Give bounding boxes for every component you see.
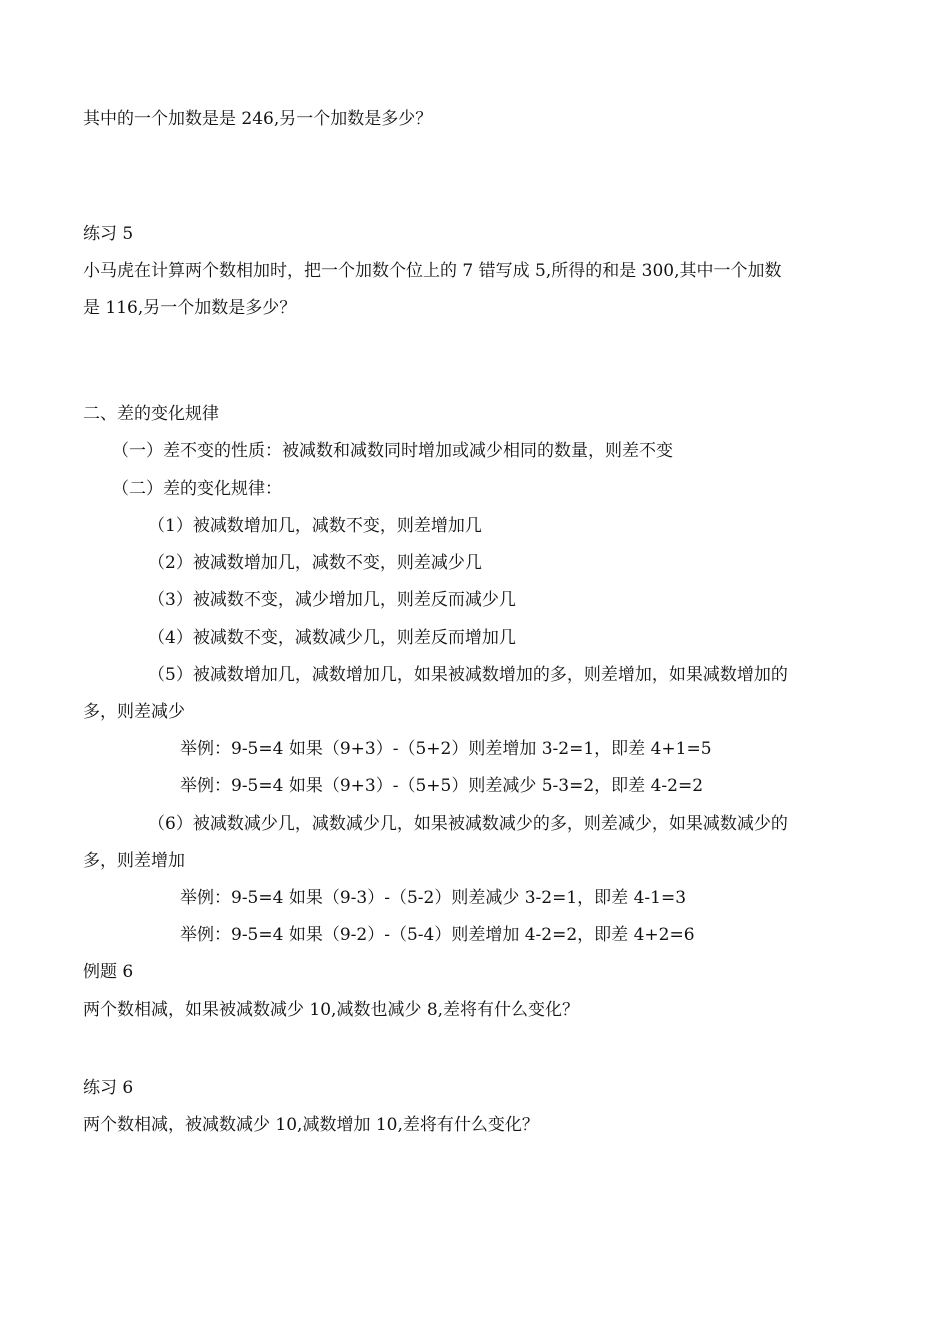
practice-5-title: 练习 5 — [83, 224, 134, 244]
rule-5-line-1: （5）被减数增加几，减数增加几，如果被减数增加的多，则差增加，如果减数增加的 — [148, 665, 788, 685]
rule-6-line-1: （6）被减数减少几，减数减少几，如果被减数减少的多，则差减少，如果减数减少的 — [148, 814, 788, 834]
example-6-text: 两个数相减，如果被减数减少 10,减数也减少 8,差将有什么变化？ — [83, 1000, 580, 1020]
previous-question-tail: 其中的一个加数是是 246,另一个加数是多少？ — [83, 109, 433, 129]
rule-3: （3）被减数不变，减少增加几，则差反而减少几 — [148, 590, 516, 610]
subsection-1: （一）差不变的性质：被减数和减数同时增加或减少相同的数量，则差不变 — [112, 441, 673, 461]
rule-5-example-2: 举例：9-5=4 如果（9+3）-（5+5）则差减少 5-3=2，即差 4-2=2 — [180, 776, 704, 796]
rule-5-line-2: 多，则差减少 — [83, 702, 185, 722]
rule-6-example-2: 举例：9-5=4 如果（9-2）-（5-4）则差增加 4-2=2，即差 4+2=6 — [180, 925, 695, 945]
practice-5-text-line-2: 是 116,另一个加数是多少？ — [83, 298, 297, 318]
practice-6-text: 两个数相减，被减数减少 10,减数增加 10,差将有什么变化？ — [83, 1115, 539, 1135]
rule-4: （4）被减数不变，减数减少几，则差反而增加几 — [148, 628, 516, 648]
practice-6-title: 练习 6 — [83, 1078, 134, 1098]
section-2-title: 二、差的变化规律 — [83, 404, 219, 424]
subsection-2: （二）差的变化规律： — [112, 479, 282, 499]
rule-1: （1）被减数增加几，减数不变，则差增加几 — [148, 516, 482, 536]
example-6-title: 例题 6 — [83, 962, 134, 982]
rule-6-line-2: 多，则差增加 — [83, 851, 185, 871]
practice-5-text-line-1: 小马虎在计算两个数相加时，把一个加数个位上的 7 错写成 5,所得的和是 300,其中一个加数 — [83, 261, 782, 281]
rule-6-example-1: 举例：9-5=4 如果（9-3）-（5-2）则差减少 3-2=1，即差 4-1=3 — [180, 888, 687, 908]
rule-5-example-1: 举例：9-5=4 如果（9+3）-（5+2）则差增加 3-2=1，即差 4+1=5 — [180, 739, 712, 759]
rule-2: （2）被减数增加几，减数不变，则差减少几 — [148, 553, 482, 573]
